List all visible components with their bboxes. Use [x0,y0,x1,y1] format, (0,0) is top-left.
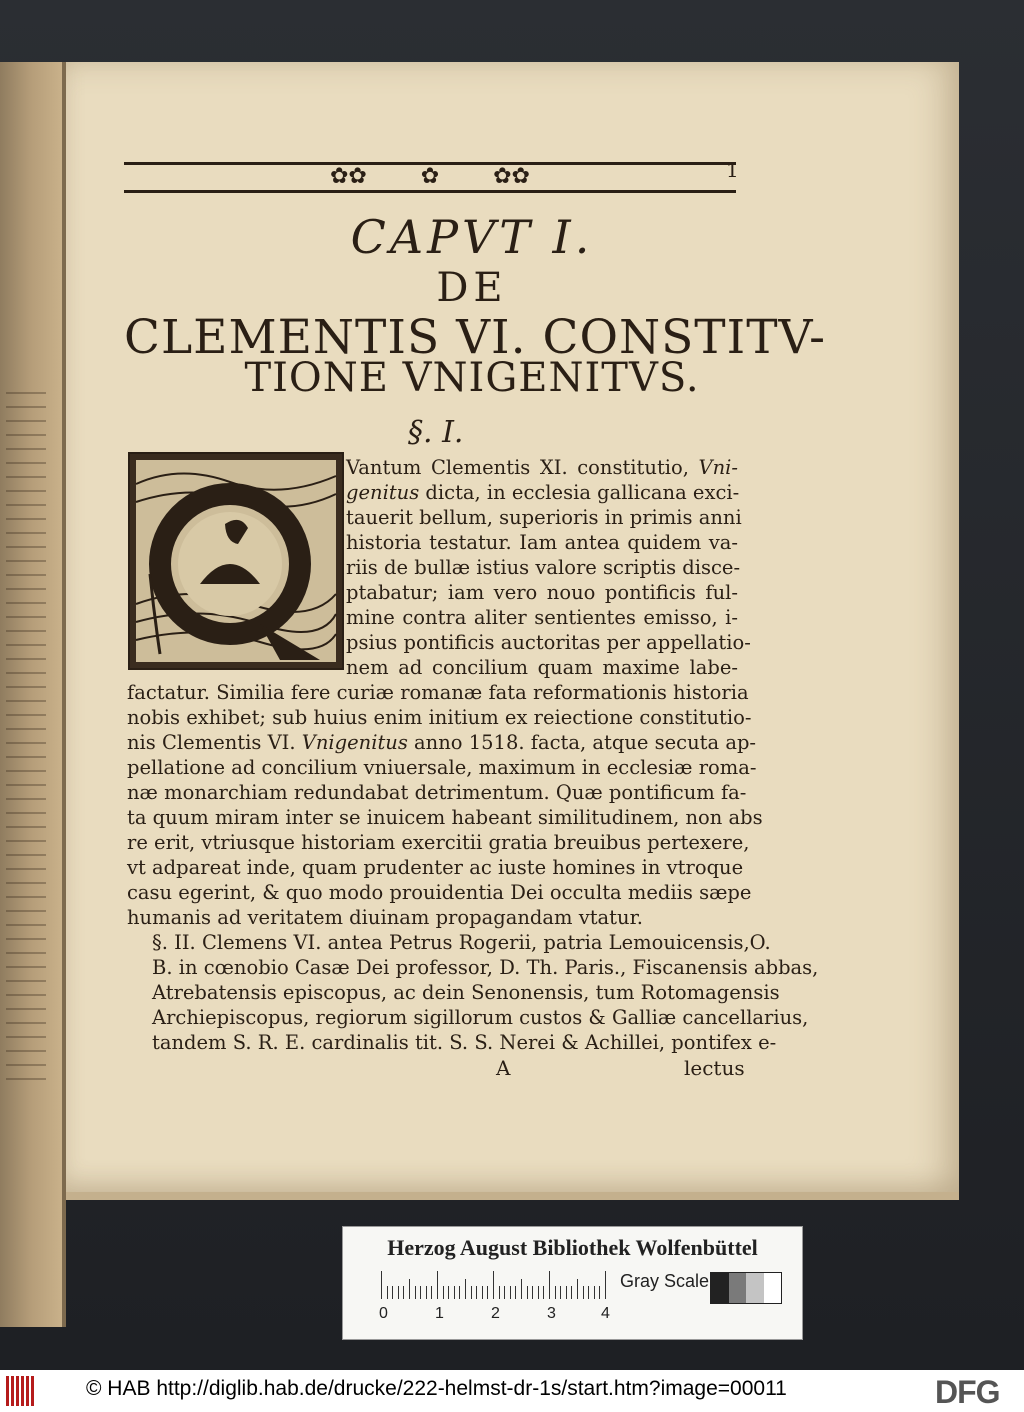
grayscale-swatch [729,1273,747,1303]
ruler-tick [583,1286,584,1299]
ruler-tick [398,1286,399,1299]
ruler-tick [504,1286,505,1299]
text-line: historia testatur. Iam antea quidem va- [346,531,738,554]
ruler-tick [420,1286,421,1299]
ruler-number: 3 [547,1305,556,1322]
catchword: lectus [684,1056,745,1080]
text-line: casu egerint, & quo modo prouidentia Dei occulta mediis sæpe [127,881,752,904]
dfg-logo[interactable]: DFG [935,1374,1000,1410]
ruler-tick [605,1271,606,1299]
ruler-tick [521,1279,522,1299]
ruler-tick [465,1279,466,1299]
ruler-tick [387,1286,388,1299]
ruler-number: 0 [379,1305,388,1322]
text-line: tandem S. R. E. cardinalis tit. S. S. Nerei & Achillei, pontifex e- [152,1031,777,1054]
text-line: Atrebatensis episcopus, ac dein Senonensis, tum Rotomagensis [152,981,780,1004]
ruler-tick [443,1286,444,1299]
scale-ruler [381,1271,605,1299]
text-line: vt adpareat inde, quam prudenter ac iuste homines in vtroque [127,856,744,879]
grayscale-swatch [764,1273,782,1303]
grayscale-swatch [746,1273,764,1303]
ruler-tick [577,1279,578,1299]
ruler-tick [594,1286,595,1299]
ruler-tick [487,1286,488,1299]
text-line: riis de bullæ istius valore scriptis disce- [346,556,741,579]
ruler-tick [588,1286,589,1299]
heading-de: DE [436,265,508,311]
text-line: factatur. Similia fere curiæ romanæ fata reformationis historia [127,681,749,704]
ruler-tick [515,1286,516,1299]
text-line: ptabatur; iam vero nouo pontificis ful- [346,581,738,604]
flower-ornament-icon: ✿ [420,163,440,189]
ruler-tick [454,1286,455,1299]
header-ornament [330,163,530,189]
text-line: Vantum Clementis XI. constitutio, Vni- [346,456,738,479]
text-line: psius pontificis auctoritas per appellatio- [346,631,751,654]
facing-page-text [6,392,46,1092]
grayscale-swatches [710,1272,782,1304]
text-line: pellatione ad concilium vniuersale, maximum in ecclesiæ roma- [127,756,757,779]
ruler-tick [437,1271,438,1299]
ruler-tick [538,1286,539,1299]
ruler-tick [392,1286,393,1299]
text-line: re erit, vtriusque historiam exercitii gratia breuibus pertexere, [127,831,750,854]
page-number: 1 [726,158,739,182]
ruler-tick [555,1286,556,1299]
ruler-tick [482,1286,483,1299]
flower-ornament-icon: ✿✿ [493,163,530,189]
ruler-tick [510,1286,511,1299]
ruler-tick [381,1271,382,1299]
grayscale-swatch [711,1273,729,1303]
ruler-tick [426,1286,427,1299]
text-line: tauerit bellum, superioris in primis anni [346,506,742,529]
library-color-card [342,1226,803,1340]
ruler-tick [409,1279,410,1299]
ruler-tick [571,1286,572,1299]
chapter-heading: CAPVT I. [350,210,594,264]
ruler-tick [448,1286,449,1299]
ruler-tick [543,1286,544,1299]
ruler-tick [527,1286,528,1299]
ruler-tick [403,1286,404,1299]
text-line: B. in cœnobio Casæ Dei professor, D. Th. Paris., Fiscanensis abbas, [152,956,819,979]
page-edge [66,1192,959,1200]
text-line: Archiepiscopus, regiorum sigillorum custos & Galliæ cancellarius, [152,1006,809,1029]
ruler-tick [415,1286,416,1299]
ruler-tick [532,1286,533,1299]
section-mark: §. I. [408,415,464,450]
text-line: humanis ad veritatem diuinam propagandam vtatur. [127,906,643,929]
text-line: mine contra aliter sentientes emisso, i- [346,606,738,629]
title-line: CLEMENTIS VI. CONSTITV- [124,310,827,365]
ruler-number: 1 [435,1305,444,1322]
footer-bar [0,1370,1024,1412]
ruler-tick [493,1271,494,1299]
library-name: Herzog August Bibliothek Wolfenbüttel [387,1235,758,1260]
ruler-tick [599,1286,600,1299]
text-line: ta quum miram inter se inuicem habeant similitudinem, non abs [127,806,763,829]
ruler-tick [560,1286,561,1299]
ruler-tick [459,1286,460,1299]
ruler-tick [499,1286,500,1299]
copyright-url-link[interactable]: © HAB http://diglib.hab.de/drucke/222-helmst-dr-1s/start.htm?image=00011 [86,1377,787,1400]
header-rule [124,190,736,193]
text-line: §. II. Clemens VI. antea Petrus Rogerii, patria Lemouicensis,O. [152,931,771,954]
ruler-tick [431,1286,432,1299]
signature-mark: A [496,1056,511,1080]
text-line: nem ad concilium quam maxime labe- [346,656,738,679]
flower-ornament-icon: ✿✿ [330,163,367,189]
text-line: nobis exhibet; sub huius enim initium ex reiectione constitutio- [127,706,752,729]
woodcut-initial-q-icon [130,454,342,668]
grayscale-label: Gray Scale [620,1271,710,1291]
ruler-tick [549,1271,550,1299]
drop-cap-initial [128,452,344,670]
text-line: genitus dicta, in ecclesia gallicana exci- [346,481,740,504]
ruler-tick [471,1286,472,1299]
hab-logo-icon[interactable] [6,1376,46,1406]
text-line: næ monarchiam redundabat detrimentum. Quæ pontificum fa- [127,781,747,804]
ruler-number: 4 [601,1305,610,1322]
ruler-tick [566,1286,567,1299]
title-line: TIONE VNIGENITVS. [244,355,700,401]
ruler-tick [476,1286,477,1299]
ruler-number: 2 [491,1305,500,1322]
text-line: nis Clementis VI. Vnigenitus anno 1518. facta, atque secuta ap- [127,731,757,754]
